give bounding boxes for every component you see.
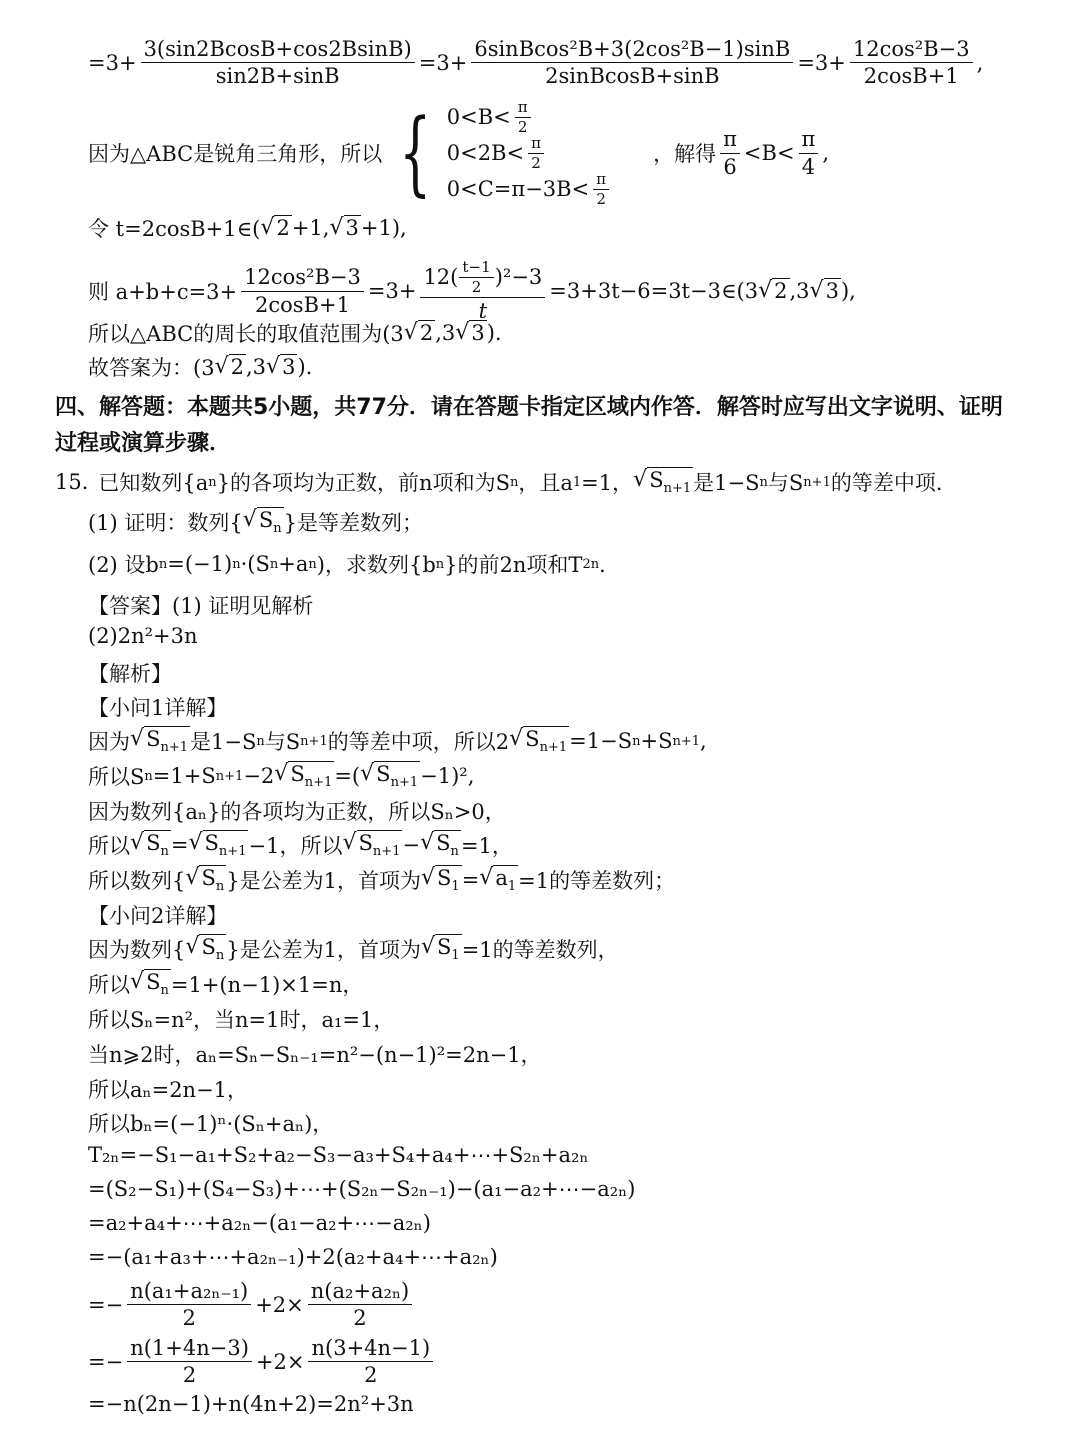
subquestion-2-label: 【小问2详解】 bbox=[88, 904, 228, 928]
text: <B< bbox=[743, 141, 795, 165]
solution-line: 所以 √ $S_n$ =1+(n−1)×1=n， bbox=[88, 969, 364, 999]
analysis-label: 【解析】 bbox=[88, 662, 172, 686]
formula-line-2 bbox=[88, 97, 830, 208]
question-15-part-2: (2) 设b n =(−1) n ·(S n +a n )，求数列{b n }的前2n项和T 2n ． bbox=[88, 552, 621, 577]
text: , bbox=[822, 141, 830, 165]
denominator: sin2B+sinB bbox=[215, 64, 340, 89]
solution-line: T₂ₙ=−S₁−a₁+S₂+a₂−S₃−a₃+S₄+a₄+⋯+S₂ₙ+a₂ₙ bbox=[88, 1143, 589, 1167]
fraction: $\frac{\text{12cos²B−3}}{2\cos B+1}$ bbox=[241, 264, 364, 318]
fraction: 12( $\frac{t-1}{2}$ )²−3 t bbox=[420, 258, 545, 324]
formula-line-5: 所以△ABC的周长的取值范围为(3 √ 2 ,3 √ 3 ). bbox=[88, 320, 502, 346]
system-row: 0<B< $\frac{\pi}{2}$ bbox=[447, 100, 613, 134]
text: ，解得 bbox=[653, 142, 717, 166]
system-row: 0<C=π−3B< $\frac{\pi}{2}$ bbox=[447, 172, 613, 206]
numerator: 12cos²B−3 bbox=[850, 36, 973, 63]
fraction bbox=[850, 36, 973, 90]
answer-line: 故答案为：(3 √ 2 ,3 √ 3 ). bbox=[88, 354, 313, 380]
answer-part-2: (2)2n²+3n bbox=[88, 624, 198, 648]
fraction: $\frac{\pi}{6}$ bbox=[720, 126, 740, 180]
solution-line: 当n⩾2时，aₙ=Sₙ−Sₙ₋₁=n²−(n−1)²=2n−1， bbox=[88, 1043, 542, 1067]
formula-line-4: 则 a+b+c=3+ $\frac{\text{12cos²B−3}}{2\cos B+1}$ =3+ 12( $\frac{t-1}{2}$ )²−3 t =3+3t−6=3t−3∈(3 √ 2 ,3 √ 3 ), bbox=[88, 258, 856, 323]
numerator: 6sinBcos²B+3(2cos²B−1)sinB bbox=[471, 36, 793, 63]
formula-line-1 bbox=[88, 36, 983, 90]
solution-line: 所以 √ $S_n$ = √ $S_{n+1}$ −1，所以 √ $S_{n+1}$ − √ $S_n$ =1， bbox=[88, 830, 513, 860]
section-heading: 四、解答题：本题共5小题，共77分．请在答题卡指定区域内作答．解答时应写出文字说明、证明 bbox=[55, 395, 1003, 420]
text: =3+ bbox=[418, 50, 468, 75]
numerator: 3(sin2BcosB+cos2BsinB) bbox=[141, 36, 415, 63]
solution-fraction-line: =− $\frac{\text{n(a₁+a₂ₙ₋₁)}}{2}$ +2× $\frac{\text{n(a₂+a₂ₙ)}}{2}$ bbox=[88, 1278, 416, 1332]
brace-icon: { bbox=[399, 99, 432, 206]
sqrt: √ 3 bbox=[329, 215, 359, 241]
sqrt: √ 2 bbox=[260, 215, 290, 241]
final-result-line: =−n(2n−1)+n(4n+2)=2n²+3n bbox=[88, 1392, 414, 1416]
solution-line: 因为数列{aₙ}的各项均为正数，所以Sₙ>0， bbox=[88, 800, 506, 824]
solution-line: 所以数列{ √ $S_n$ }是公差为1，首项为 √ $S_1$ = √ $a_1$ =1的等差数列； bbox=[88, 865, 676, 895]
subquestion-1-label: 【小问1详解】 bbox=[88, 696, 228, 720]
answer-label: 【答案】(1) 证明见解析 bbox=[88, 594, 314, 618]
formula-line-3: 令 t=2cosB+1∈( √ 2 +1, √ 3 +1), bbox=[88, 215, 407, 241]
question-15: 15. 已知数列{a n }的各项均为正数，前n项和为S n ，且a 1 =1， √ $S_{n+1}$ 是1−S n 与S n+1 的等差中项． bbox=[55, 467, 957, 497]
solution-line: =a₂+a₄+⋯+a₂ₙ−(a₁−a₂+⋯−a₂ₙ) bbox=[88, 1211, 431, 1235]
solution-line: 因为数列{ √ $S_n$ }是公差为1，首项为 √ $S_1$ =1的等差数列， bbox=[88, 934, 619, 964]
solution-line: 所以aₙ=2n−1， bbox=[88, 1078, 249, 1102]
system-row: 0<2B< $\frac{\pi}{2}$ bbox=[447, 136, 613, 170]
fraction bbox=[471, 36, 793, 90]
solution-line: =(S₂−S₁)+(S₄−S₃)+⋯+(S₂ₙ−S₂ₙ₋₁)−(a₁−a₂+⋯−a₂ₙ) bbox=[88, 1177, 636, 1201]
solution-line: 因为 √ $S_{n+1}$ 是1−S n 与S n+1 的等差中项，所以2 √ $S_{n+1}$ =1−S n +S n+1 , bbox=[88, 726, 707, 756]
solution-line: =−(a₁+a₃+⋯+a₂ₙ₋₁)+2(a₂+a₄+⋯+a₂ₙ) bbox=[88, 1245, 498, 1269]
denominator: 2cosB+1 bbox=[863, 64, 959, 89]
solution-line: 所以Sₙ=n²，当n=1时，a₁=1， bbox=[88, 1008, 395, 1032]
denominator: 2sinBcosB+sinB bbox=[545, 64, 720, 89]
fraction bbox=[141, 36, 415, 90]
text: =3+ bbox=[797, 50, 846, 75]
solution-line: 所以S n =1+S n+1 −2 √ $S_{n+1}$ =( √ $S_{n+1}$ −1)², bbox=[88, 761, 475, 791]
text: , bbox=[976, 50, 984, 75]
question-15-part-1: (1) 证明：数列{ √ $S_n$ }是等差数列； bbox=[88, 507, 424, 537]
inequality-system bbox=[382, 97, 613, 208]
text: =3+ bbox=[88, 50, 137, 75]
fraction: $\frac{\pi}{4}$ bbox=[799, 126, 819, 180]
solution-fraction-line: =− $\frac{n(1+4n-3)}{2}$ +2× $\frac{n(3+4n-1)}{2}$ bbox=[88, 1335, 437, 1389]
section-heading-cont: 过程或演算步骤． bbox=[55, 431, 232, 456]
solution-line: 所以bₙ=(−1)ⁿ·(Sₙ+aₙ)， bbox=[88, 1112, 334, 1136]
text: 因为△ABC是锐角三角形，所以 bbox=[88, 142, 383, 166]
